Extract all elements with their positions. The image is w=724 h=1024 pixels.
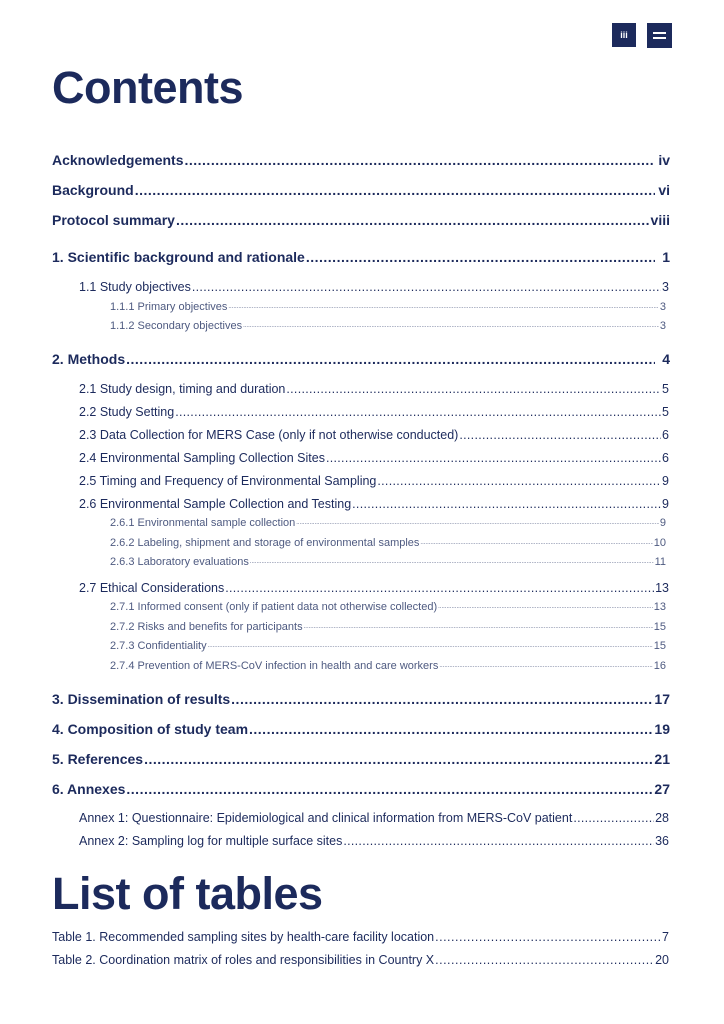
toc-entry-page: 7 — [662, 930, 669, 944]
menu-bar — [653, 37, 666, 39]
toc-entry-text: 2.2 Study Setting — [79, 405, 175, 419]
toc-entry-text: 2.6.3 Laboratory evaluations — [110, 556, 249, 568]
toc-entry-section-2[interactable] — [52, 350, 670, 368]
toc-entry-page: 19 — [654, 721, 670, 737]
toc-entry-acknowledgements[interactable] — [52, 151, 670, 169]
toc-entry-page: 1 — [662, 249, 670, 265]
toc-entry-text: 2.6.2 Labeling, shipment and storage of environmental samples — [110, 537, 420, 549]
toc-entry-section-4[interactable] — [52, 720, 670, 738]
toc-entry-text: 1.1.2 Secondary objectives — [110, 320, 243, 332]
toc-entry-page: 20 — [655, 953, 669, 967]
toc-leader — [176, 211, 650, 229]
toc-leader — [306, 248, 655, 266]
toc-leader — [573, 810, 654, 826]
toc-leader — [231, 690, 653, 708]
toc-leader — [135, 181, 655, 199]
toc-entry-text: 5. References — [52, 751, 144, 767]
toc-leader — [435, 952, 654, 968]
toc-entry-page: 5 — [662, 382, 669, 396]
toc-entry-section-2-6-2[interactable] — [110, 536, 666, 550]
toc-leader — [459, 427, 661, 443]
toc-entry-text: 2.6 Environmental Sample Collection and Testing — [79, 497, 352, 511]
toc-entry-page: 27 — [654, 781, 670, 797]
toc-entry-section-2-6[interactable] — [79, 496, 669, 512]
list-of-tables-heading: List of tables — [52, 868, 323, 919]
toc-entry-text: 3. Dissemination of results — [52, 691, 231, 707]
toc-entry-section-2-7-2[interactable] — [110, 620, 666, 634]
toc-entry-text: Annex 1: Questionnaire: Epidemiological and clinical information from MERS-CoV patient — [79, 811, 573, 825]
toc-entry-section-2-7-3[interactable] — [110, 639, 666, 653]
toc-leader — [439, 659, 652, 673]
toc-entry-text: 2. Methods — [52, 351, 126, 367]
toc-entry-text: 2.7.4 Prevention of MERS-CoV infection in health and care workers — [110, 660, 439, 672]
toc-entry-text: 2.4 Environmental Sampling Collection Sites — [79, 451, 325, 465]
toc-leader — [438, 600, 653, 614]
toc-entry-page: 16 — [653, 660, 666, 672]
toc-entry-text: 2.3 Data Collection for MERS Case (only if not otherwise conducted) — [79, 428, 459, 442]
toc-entry-page: 9 — [662, 497, 669, 511]
toc-entry-section-3[interactable] — [52, 690, 670, 708]
toc-leader — [243, 319, 659, 333]
toc-leader — [250, 555, 654, 569]
toc-entry-section-1-1-1[interactable] — [110, 300, 666, 314]
toc-entry-section-2-5[interactable] — [79, 473, 669, 489]
toc-leader — [343, 833, 654, 849]
contents-heading: Contents — [52, 62, 243, 113]
toc-entry-text: Protocol summary — [52, 212, 175, 228]
toc-leader — [192, 279, 661, 295]
toc-entry-page: 10 — [653, 537, 666, 549]
toc-entry-text: Table 1. Recommended sampling sites by health-care facility location — [52, 930, 435, 944]
toc-entry-text: 2.7.2 Risks and benefits for participants — [110, 621, 303, 633]
toc-leader — [420, 536, 652, 550]
toc-entry-page: 4 — [662, 351, 670, 367]
toc-entry-section-1-1-2[interactable] — [110, 319, 666, 333]
toc-entry-section-2-6-1[interactable] — [110, 516, 666, 530]
toc-entry-section-2-6-3[interactable] — [110, 555, 666, 569]
toc-entry-page: 3 — [659, 301, 666, 313]
toc-entry-section-2-7-4[interactable] — [110, 659, 666, 673]
toc-entry-page: 13 — [653, 601, 666, 613]
toc-entry-page: 3 — [662, 280, 669, 294]
toc-entry-text: 2.7.1 Informed consent (only if patient data not otherwise collected) — [110, 601, 438, 613]
menu-bar — [653, 32, 666, 34]
table-entry-1[interactable] — [52, 929, 669, 945]
toc-entry-page: viii — [650, 212, 670, 228]
toc-leader — [126, 350, 655, 368]
toc-entry-section-2-3[interactable] — [79, 427, 669, 443]
toc-entry-text: 2.5 Timing and Frequency of Environmental Sampling — [79, 474, 377, 488]
toc-entry-page: 36 — [655, 834, 669, 848]
toc-entry-page: 6 — [662, 428, 669, 442]
toc-entry-text: 2.6.1 Environmental sample collection — [110, 517, 296, 529]
toc-entry-page: 28 — [655, 811, 669, 825]
toc-leader — [228, 300, 658, 314]
toc-leader — [304, 620, 653, 634]
toc-entry-text: 2.7 Ethical Considerations — [79, 581, 225, 595]
toc-entry-text: 1.1.1 Primary objectives — [110, 301, 228, 313]
toc-entry-page: 15 — [653, 640, 666, 652]
toc-entry-section-6[interactable] — [52, 780, 670, 798]
toc-entry-text: 1. Scientific background and rationale — [52, 249, 305, 265]
toc-leader — [144, 750, 653, 768]
toc-entry-text: Table 2. Coordination matrix of roles and responsibilities in Country X — [52, 953, 435, 967]
toc-entry-section-1-1[interactable] — [79, 279, 669, 295]
toc-entry-page: 11 — [654, 556, 666, 568]
toc-entry-page: 17 — [654, 691, 670, 707]
toc-leader — [208, 639, 653, 653]
table-entry-2[interactable] — [52, 952, 669, 968]
toc-entry-section-5[interactable] — [52, 750, 670, 768]
toc-leader — [296, 516, 659, 530]
toc-leader — [326, 450, 661, 466]
hamburger-menu-icon[interactable] — [647, 23, 672, 48]
toc-entry-text: 1.1 Study objectives — [79, 280, 191, 294]
toc-leader — [184, 151, 655, 169]
toc-entry-section-2-4[interactable] — [79, 450, 669, 466]
toc-entry-page: 5 — [662, 405, 669, 419]
toc-entry-section-1[interactable] — [52, 248, 670, 266]
toc-leader — [175, 404, 661, 420]
toc-entry-annex-2[interactable] — [79, 833, 669, 849]
toc-leader — [225, 580, 654, 596]
toc-entry-page: 21 — [654, 751, 670, 767]
toc-entry-section-2-2[interactable] — [79, 404, 669, 420]
toc-entry-page: 9 — [659, 517, 666, 529]
toc-entry-page: iv — [658, 152, 670, 168]
toc-entry-text: 2.1 Study design, timing and duration — [79, 382, 286, 396]
toc-entry-text: Acknowledgements — [52, 152, 184, 168]
toc-leader — [286, 381, 661, 397]
toc-leader — [435, 929, 661, 945]
toc-entry-page: vi — [658, 182, 670, 198]
toc-entry-section-2-7[interactable] — [79, 580, 669, 596]
toc-entry-text: 4. Composition of study team — [52, 721, 249, 737]
toc-entry-text: Annex 2: Sampling log for multiple surface sites — [79, 834, 343, 848]
toc-entry-page: 3 — [659, 320, 666, 332]
toc-entry-section-2-7-1[interactable] — [110, 600, 666, 614]
toc-entry-page: 13 — [655, 581, 669, 595]
toc-entry-text: Background — [52, 182, 134, 198]
toc-entry-annex-1[interactable] — [79, 810, 669, 826]
page-number-badge: iii — [612, 23, 636, 47]
toc-entry-background[interactable] — [52, 181, 670, 199]
toc-entry-protocol-summary[interactable] — [52, 211, 670, 229]
toc-entry-page: 15 — [653, 621, 666, 633]
toc-entry-page: 9 — [662, 474, 669, 488]
toc-leader — [377, 473, 661, 489]
toc-leader — [352, 496, 661, 512]
toc-entry-text: 6. Annexes — [52, 781, 126, 797]
toc-leader — [126, 780, 653, 798]
toc-leader — [249, 720, 653, 738]
toc-entry-section-2-1[interactable] — [79, 381, 669, 397]
toc-entry-page: 6 — [662, 451, 669, 465]
toc-entry-text: 2.7.3 Confidentiality — [110, 640, 207, 652]
